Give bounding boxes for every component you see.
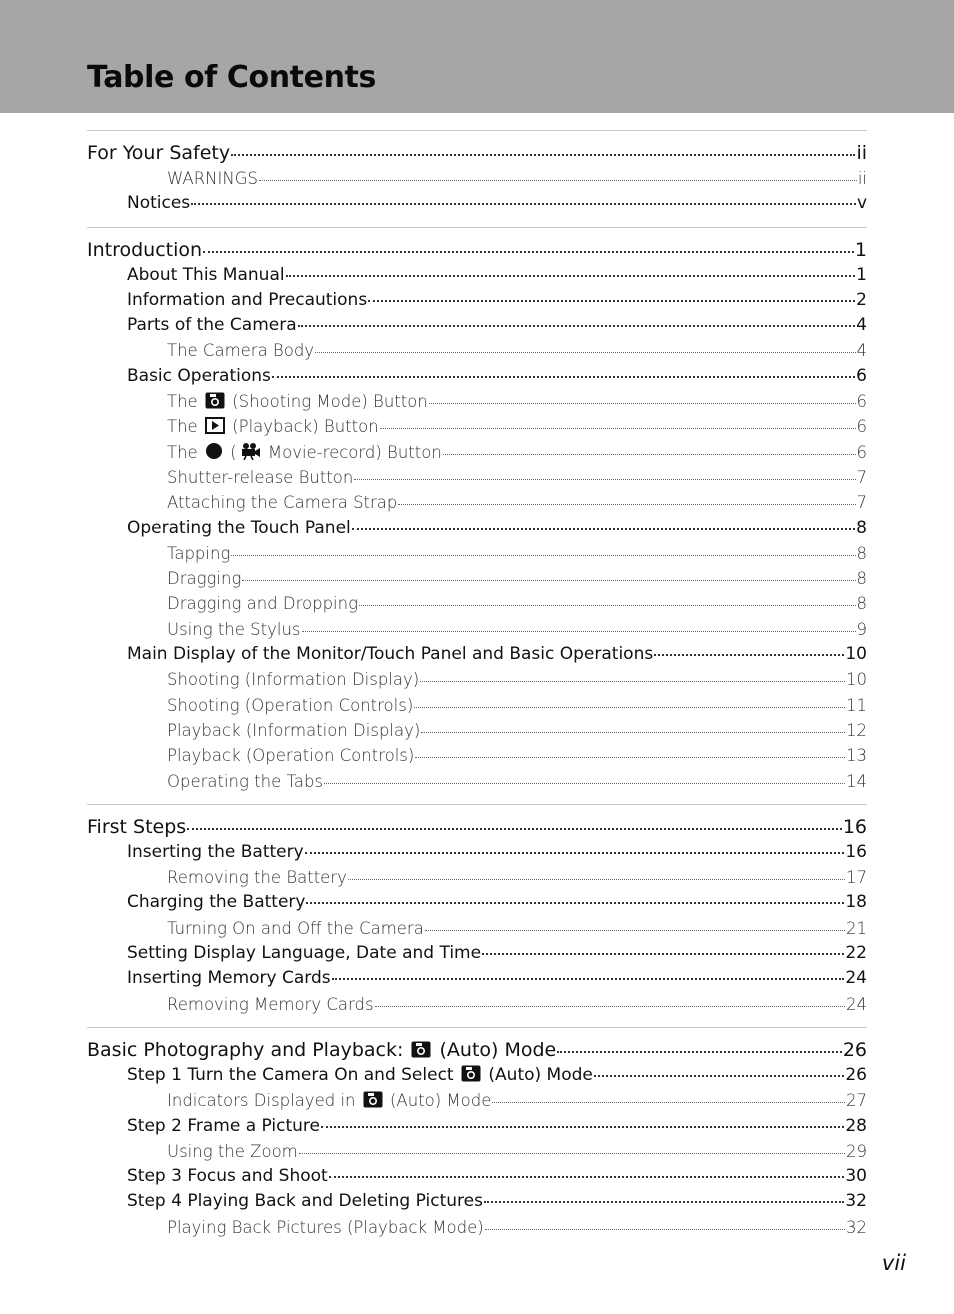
dot-leader [332,978,845,980]
toc-entry-label [127,840,304,865]
dot-leader [187,828,842,830]
dot-leader [443,454,856,455]
toc-entry-label [167,1215,484,1240]
record-dot-icon [205,442,223,460]
page-number: vii [881,1251,906,1275]
toc-entry-text: Inserting the Battery [127,841,304,862]
toc-entry-label [167,769,323,794]
toc-entry[interactable] [87,541,867,566]
toc-entry-label [87,1037,556,1063]
toc-entry-text: The [167,392,203,412]
toc-entry-label [167,1139,298,1164]
toc-entry-text: Attaching the Camera Strap [167,493,398,513]
toc-entry[interactable] [87,591,867,616]
toc-entry-text: Shooting (Information Display) [167,670,420,690]
dot-leader [421,732,845,733]
dot-leader [329,1176,845,1178]
dot-leader [302,631,856,632]
dot-leader [286,275,856,277]
page-title: Table of Contents [87,60,376,95]
toc-entry-page: 14 [846,771,867,791]
toc-entry[interactable] [87,916,867,941]
toc-entry-label [127,941,481,966]
dot-leader [485,1229,845,1230]
toc-entry-page: 2 [856,289,867,310]
camera-icon [461,1065,481,1082]
toc-entry-text: Main Display of the Monitor/Touch Panel and Basic Operations [127,644,654,665]
dot-leader [231,154,855,156]
toc-entry[interactable] [87,992,867,1017]
toc-entry[interactable] [87,840,867,865]
toc-entry[interactable] [87,1114,867,1139]
toc-entry[interactable] [87,237,867,263]
toc-entry-page: 7 [856,467,867,487]
toc-entry-text: (Shooting Mode) Button [226,392,428,412]
toc-entry-label [167,667,419,692]
toc-entry-page: 7 [856,493,867,513]
toc-entry[interactable] [87,263,867,288]
toc-entry-page: 13 [846,746,867,766]
dot-leader [299,1153,845,1154]
toc-entry-text: Information and Precautions [127,289,368,310]
toc-entry-label [167,440,442,465]
toc-entry-label [127,966,331,991]
toc-entry-page: 6 [856,365,867,386]
dot-leader [398,504,855,505]
toc-entry-label [167,865,347,890]
toc-entry-page: 8 [856,517,867,538]
toc-entry[interactable] [87,890,867,915]
dot-leader [420,681,845,682]
toc-entry-text: Tapping [167,543,231,563]
toc-entry-text: (Auto) Mode [483,1064,593,1085]
toc-entry[interactable] [87,566,867,591]
dot-leader [594,1075,844,1077]
toc-entry-label [87,814,186,840]
toc-entry-text: Using the Zoom [167,1141,298,1161]
dot-leader [354,479,855,480]
toc-entry-page: 24 [845,968,867,989]
toc-entry[interactable] [87,769,867,794]
toc-entry-label [127,1114,320,1139]
dot-leader [484,1201,844,1203]
dot-leader [203,251,854,253]
toc-entry-page: 8 [856,543,867,563]
toc-entry-label [167,617,301,642]
dot-leader [306,902,844,904]
toc-entry-label [127,1063,593,1088]
toc-entry-label [127,642,653,667]
toc-entry-label [167,465,353,490]
toc-entry-label [127,890,305,915]
toc-entry-text: About This Manual [127,264,285,285]
toc-entry-page: 6 [856,442,867,462]
toc-entry-page: 32 [846,1217,867,1237]
toc-entry-page: 30 [845,1166,867,1187]
toc-entry-page: 29 [846,1141,867,1161]
dot-leader [429,403,856,404]
toc-entry-label [127,191,190,216]
toc-entry-label [167,1088,491,1113]
toc-entry[interactable] [87,1139,867,1164]
toc-entry-label [127,364,271,389]
dot-leader [557,1051,842,1053]
dot-leader [298,325,856,327]
toc-entry-page: 16 [842,815,867,838]
toc-entry-text: Inserting Memory Cards [127,968,331,989]
toc-section [87,227,867,804]
toc-entry[interactable] [87,667,867,692]
toc-entry-text: Removing the Battery [167,868,347,888]
toc-entry[interactable] [87,941,867,966]
toc-entry-label [87,237,202,263]
toc-entry-label [167,414,379,439]
toc-entry[interactable] [87,191,867,216]
toc-entry-text: Playback (Operation Controls) [167,746,415,766]
toc-entry-text: Removing Memory Cards [167,994,374,1014]
toc-entry-label [127,263,285,288]
toc-entry[interactable] [87,693,867,718]
toc-entry[interactable] [87,288,867,313]
toc-entry-text: Basic Photography and Playback: [87,1038,410,1061]
dot-leader [654,654,844,656]
toc-entry-text: Introduction [87,238,203,261]
toc-entry-label [127,1189,483,1214]
toc-entry-page: 26 [842,1038,867,1061]
toc-entry[interactable] [87,743,867,768]
toc-entry-text: First Steps [87,815,187,838]
toc-entry-page: 27 [846,1091,867,1111]
dot-leader [359,605,856,606]
toc-entry[interactable] [87,1037,867,1063]
toc-entry-text: Parts of the Camera [127,315,297,336]
toc-entry-text: Using the Stylus [167,619,301,639]
toc-entry[interactable] [87,414,867,439]
toc-entry-page: 1 [854,238,867,261]
dot-leader [191,203,856,205]
toc-entry-page: 24 [846,994,867,1014]
dot-leader [375,1006,845,1007]
toc-entry-page: 10 [846,670,867,690]
toc-entry[interactable] [87,338,867,363]
toc-entry-text: Dragging [167,569,242,589]
toc-entry-label [167,916,424,941]
dot-leader [352,528,855,530]
dot-leader [272,376,855,378]
toc-entry-text: Movie-record) Button [262,442,442,462]
toc-entry[interactable] [87,140,867,166]
toc-entry-page: ii [857,169,867,188]
toc-entry-text: Charging the Battery [127,892,306,913]
dot-leader [305,852,845,854]
toc-entry-text: The [167,442,203,462]
toc-entry-page: 4 [856,315,867,336]
toc-entry-text: Setting Display Language, Date and Time [127,943,482,964]
toc-entry-label [87,140,230,166]
toc-entry-page: v [856,193,867,214]
toc-entry[interactable] [87,1088,867,1113]
toc-entry-page: 12 [846,720,867,740]
toc-entry-label [167,490,397,515]
toc-entry-text: For Your Safety [87,142,231,164]
toc-entry-page: 4 [856,341,867,361]
toc-entry-text: The [167,417,203,437]
toc-entry-page: 9 [856,619,867,639]
toc-entry-label [127,1164,328,1189]
dot-leader [415,757,845,758]
toc-entry-text: Shutter-release Button [167,467,354,487]
toc-entry-text: Shooting (Operation Controls) [167,695,414,715]
dot-leader [259,180,857,181]
toc-entry-text: Step 1 Turn the Camera On and Select [127,1064,459,1085]
camera-icon [363,1091,383,1108]
camera-icon [411,1041,431,1058]
toc-entry-label [167,743,414,768]
toc-entry-page: 17 [846,868,867,888]
toc-entry-label [167,992,374,1017]
toc-entry[interactable] [87,440,867,465]
toc-entry-page: 10 [845,644,867,665]
camera-icon [205,392,225,409]
toc-entry-page: 22 [845,943,867,964]
toc-entry-text: (Auto) Mode [384,1091,492,1111]
toc-entry[interactable] [87,718,867,743]
toc-entry-text: Indicators Displayed in [167,1091,361,1111]
toc-entry-label [167,166,258,191]
toc-entry-label [167,566,241,591]
toc-entry-page: ii [856,142,867,164]
toc-entry-page: 6 [856,392,867,412]
dot-leader [380,428,856,429]
toc-entry-page: 16 [845,841,867,862]
dot-leader [321,1126,844,1128]
toc-entry[interactable] [87,1164,867,1189]
dot-leader [492,1102,845,1103]
toc-entry-text: Step 2 Frame a Picture [127,1115,320,1136]
toc-entry-text: Step 4 Playing Back and Deleting Pictures [127,1191,483,1212]
toc-entry-page: 32 [845,1191,867,1212]
dot-leader [324,783,845,784]
toc-entry-page: 18 [845,892,867,913]
toc-entry-page: 11 [846,695,867,715]
toc-entry-page: 28 [845,1115,867,1136]
toc-entry[interactable] [87,389,867,414]
toc-entry[interactable] [87,966,867,991]
toc-entry-label [167,541,230,566]
toc-entry[interactable] [87,465,867,490]
dot-leader [482,953,844,955]
dot-leader [414,707,845,708]
toc-entry[interactable] [87,617,867,642]
toc-entry-text: Turning On and Off the Camera [167,918,424,938]
toc-entry-label [167,591,358,616]
toc-entry-page: 8 [856,594,867,614]
toc-entry-label [127,516,351,541]
toc-entry-text: Basic Operations [127,365,271,386]
toc-entry-text: Dragging and Dropping [167,594,358,614]
dot-leader [368,300,855,302]
toc-entry[interactable] [87,516,867,541]
toc-entry-page: 1 [856,264,867,285]
dot-leader [315,352,855,353]
toc-entry-text: Playback (Information Display) [167,720,421,740]
toc-entry[interactable] [87,642,867,667]
toc-entry-label [127,288,367,313]
toc-entry-text: WARNINGS [167,169,258,188]
toc-entry-page: 26 [845,1064,867,1085]
toc-entry-text: The Camera Body [167,341,315,361]
toc-entry-label [167,693,413,718]
movie-camera-icon [239,442,261,460]
toc-entry-text: Notices [127,193,191,214]
toc-entry-text: Operating the Tabs [167,771,324,791]
dot-leader [425,930,845,931]
toc-entry-label [167,389,428,414]
toc-entry-text: ( [224,442,237,462]
toc-entry-text: Playing Back Pictures (Playback Mode) [167,1217,484,1237]
playback-icon [205,417,225,434]
toc-entry-label [167,718,420,743]
table-of-contents [87,130,867,1250]
toc-entry-text: (Playback) Button [226,417,379,437]
toc-entry-text: Operating the Touch Panel [127,517,351,538]
toc-entry[interactable] [87,1063,867,1088]
toc-entry[interactable] [87,364,867,389]
toc-section [87,130,867,227]
toc-section [87,1027,867,1250]
toc-entry-page: 8 [856,569,867,589]
toc-entry[interactable] [87,1189,867,1214]
toc-entry-label [127,313,297,338]
toc-entry[interactable] [87,814,867,840]
toc-entry[interactable] [87,490,867,515]
toc-entry[interactable] [87,313,867,338]
toc-entry[interactable] [87,1215,867,1240]
dot-leader [242,580,855,581]
toc-entry-text: (Auto) Mode [433,1038,557,1061]
toc-entry-page: 6 [856,417,867,437]
toc-entry[interactable] [87,865,867,890]
dot-leader [231,555,855,556]
toc-entry-text: Step 3 Focus and Shoot [127,1166,328,1187]
dot-leader [348,879,845,880]
toc-entry[interactable] [87,166,867,191]
toc-section [87,804,867,1027]
toc-entry-page: 21 [846,918,867,938]
toc-entry-label [167,338,314,363]
